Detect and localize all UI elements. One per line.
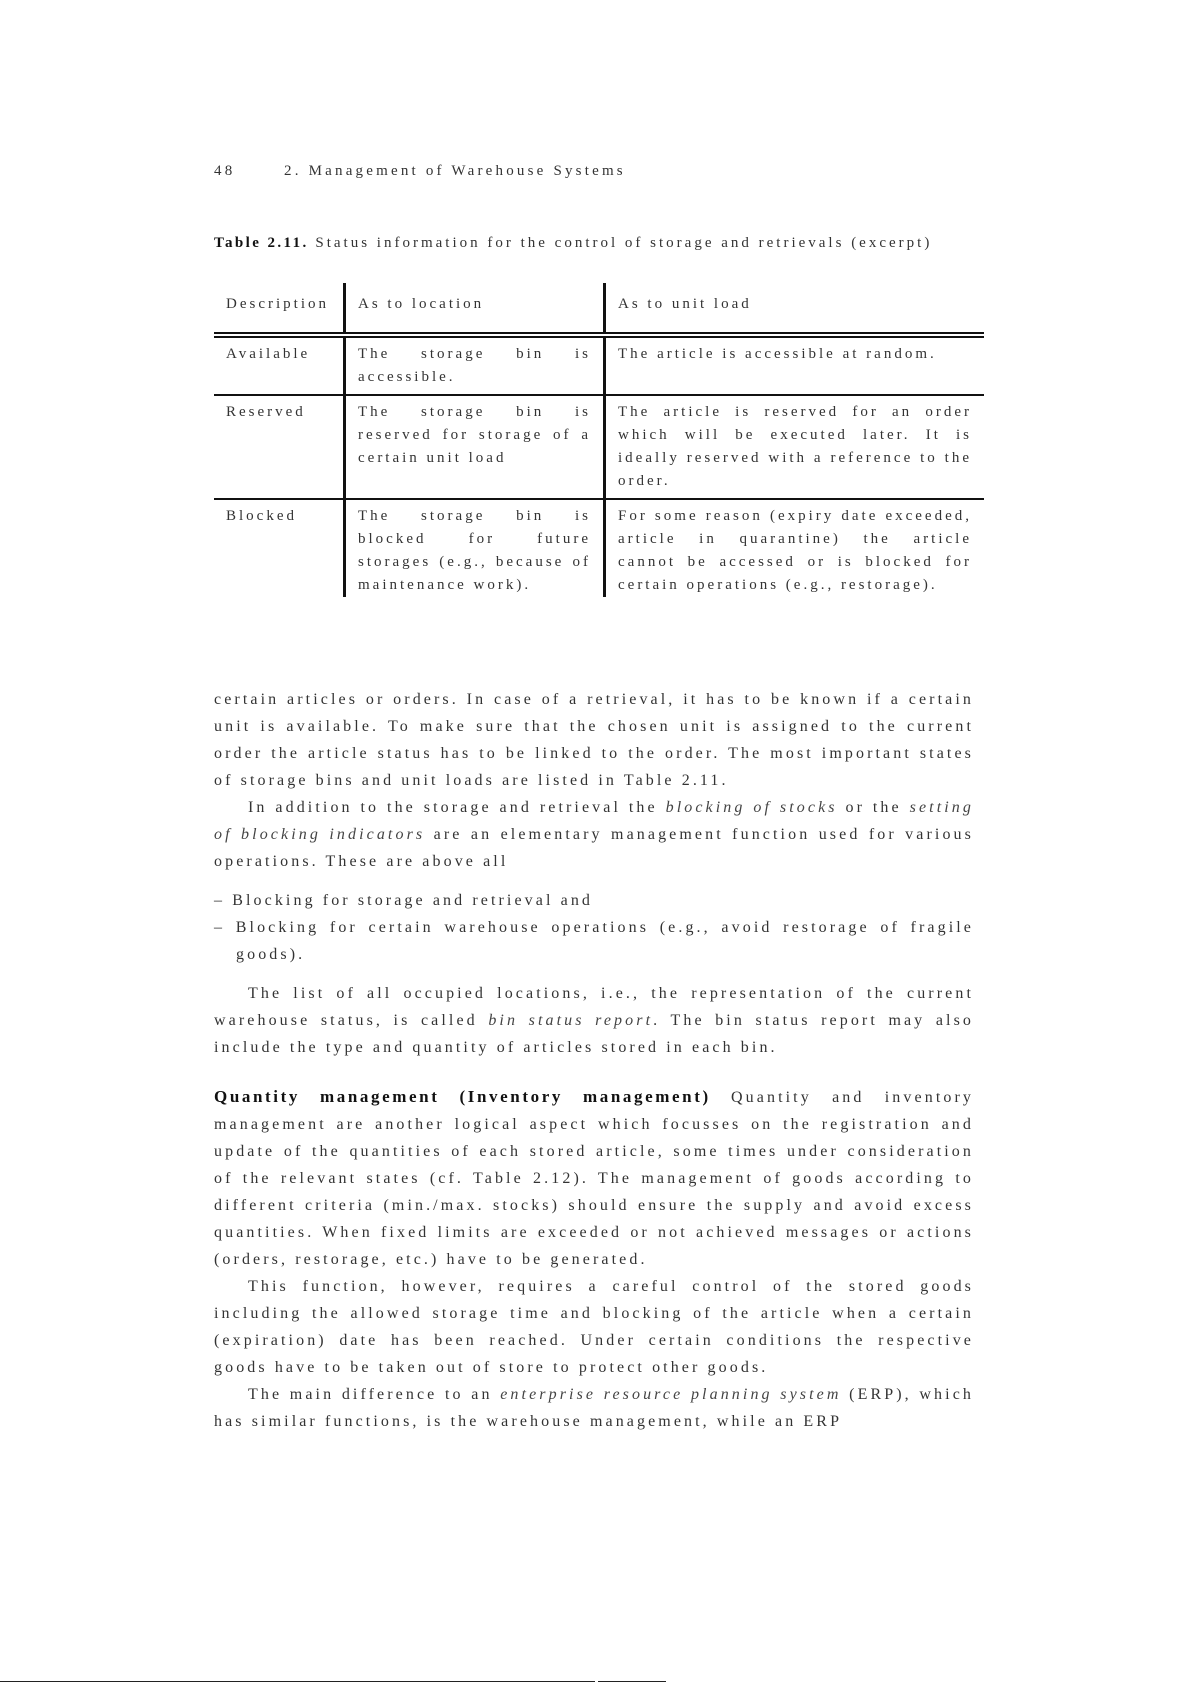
cell-unit-load: The article is reserved for an order which will be executed later. It is ideally reserved with a reference to the order. (605, 395, 985, 499)
column-header-unit-load: As to unit load (605, 283, 985, 335)
emphasis: setting of blocking indicators (214, 799, 974, 843)
cell-location: The storage bin is reserved for storage of a certain unit load (345, 395, 605, 499)
table-row (214, 335, 984, 395)
paragraph: Quantity management (Inventory management) Quantity and inventory management are another logical aspect which focusses on the registration and update of the quantities of each stored article, some times under consideration of the relevant states (cf. Table 2.12). The management of goods according to different criteria (min./max. stocks) should ensure the supply and avoid excess quantities. When fixed limits are exceeded or not achieved messages or actions (orders, restorage, etc.) have to be generated. (214, 1087, 974, 1268)
cell-description: Blocked (226, 508, 297, 524)
table-caption-text: Status information for the control of storage and retrievals (excerpt) (315, 235, 933, 251)
paragraph: certain articles or orders. In case of a retrieval, it has to be known if a certain unit is available. To make sure that the chosen unit is assigned to the current order the article status has to be linked to the order. The most important states of storage bins and unit loads are listed in Table 2.11. (214, 691, 974, 789)
bullet-list (214, 887, 974, 968)
cell-description: Reserved (214, 395, 345, 499)
paragraph: This function, however, requires a careful control of the stored goods including the allowed storage time and blocking of the article when a certain (expiration) date has been reached. Under certain conditions the respective goods have to be taken out of store to protect other goods. (214, 1278, 974, 1376)
table-label: Table 2.11. (214, 235, 309, 251)
column-header-description: Description (214, 283, 345, 335)
body-text (214, 686, 974, 1435)
emphasis: enterprise resource planning system (500, 1386, 842, 1403)
column-header-location: As to location (345, 283, 605, 335)
page-number: 48 (214, 163, 236, 179)
cell-unit-load: The article is accessible at random. (605, 335, 985, 395)
status-table (214, 283, 984, 597)
running-header (214, 163, 626, 180)
table-caption (214, 235, 984, 252)
cell-description: Available (214, 335, 345, 395)
table-header-row (214, 283, 984, 335)
cell-location: The storage bin is accessible. (345, 335, 605, 395)
cell-unit-load: For some reason (expiry date exceeded, article in quarantine) the article cannot be accessed or is blocked for certain operations (e.g., restorage). (605, 499, 985, 597)
footer-rule (0, 1681, 595, 1682)
chapter-title: 2. Management of Warehouse Systems (284, 163, 626, 179)
list-item: – Blocking for certain warehouse operations (e.g., avoid restorage of fragile goods). (214, 919, 974, 963)
paragraph: In addition to the storage and retrieval the blocking of stocks or the setting of blocking indicators are an elementary management function used for various operations. These are above all (214, 799, 974, 870)
paragraph: The list of all occupied locations, i.e., the representation of the current warehouse status, is called bin status report. The bin status report may also include the type and quantity of articles stored in each bin. (214, 985, 975, 1056)
table-row (214, 499, 984, 597)
table-row (214, 395, 984, 499)
paragraph: The main difference to an enterprise resource planning system (ERP), which has similar functions, is the warehouse management, while an ERP (214, 1386, 974, 1430)
cell-location: The storage bin is blocked for future storages (e.g., because of maintenance work). (345, 499, 605, 597)
section-heading: Quantity management (Inventory management) (214, 1087, 711, 1106)
emphasis: bin status report (488, 1012, 654, 1029)
list-item: – Blocking for storage and retrieval and (214, 892, 594, 909)
emphasis: blocking of stocks (665, 799, 838, 816)
footer-rule-short (598, 1681, 666, 1682)
